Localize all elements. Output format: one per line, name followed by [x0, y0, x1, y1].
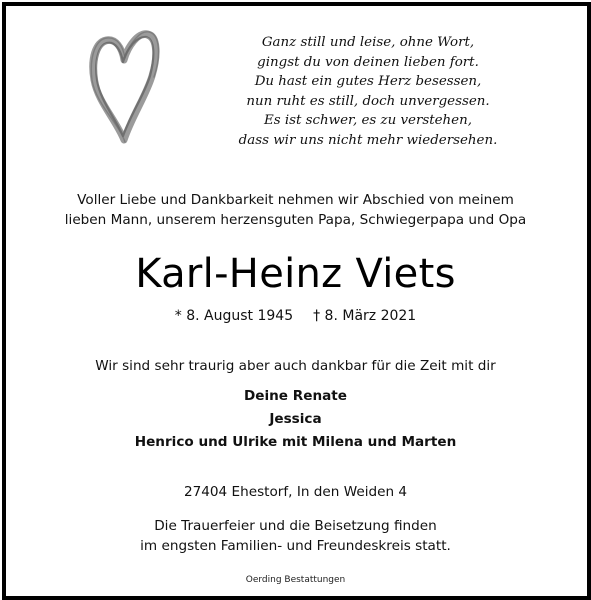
life-dates [0, 306, 591, 326]
funeral-line: Die Trauerfeier und die Beisetzung finden [154, 518, 437, 534]
family-member: Henrico und Ulrike mit Milena und Marten [134, 434, 457, 450]
undertaker: Oerding Bestattungen [245, 575, 346, 585]
intro-line: Voller Liebe und Dankbarkeit nehmen wir Abschied von meinem [77, 192, 514, 208]
poem-line: Ganz still und leise, ohne Wort, [261, 35, 475, 50]
poem-line: Es ist schwer, es zu verstehen, [263, 113, 472, 129]
poem-line: dass wir uns nicht mehr wiedersehen. [238, 132, 498, 148]
birth-date: * 8. August 1945 [174, 308, 294, 324]
deceased-name: Karl-Heinz Viets [135, 251, 456, 297]
heart-icon [88, 28, 160, 146]
poem-line: gingst du von deinen lieben fort. [257, 54, 479, 70]
intro-text [0, 190, 591, 230]
address: 27404 Ehestorf, In den Weiden 4 [183, 484, 408, 500]
death-date: † 8. März 2021 [313, 308, 417, 324]
family-list [0, 385, 591, 454]
funeral-note [0, 516, 591, 556]
family-member: Deine Renate [243, 388, 348, 404]
intro-line: lieben Mann, unserem herzensguten Papa, Schwiegerpapa und Opa [64, 212, 527, 228]
poem-line: nun ruht es still, doch unvergessen. [246, 93, 490, 109]
family-member: Jessica [269, 411, 322, 427]
funeral-line: im engsten Familien- und Freundeskreis statt. [140, 538, 451, 554]
poem [218, 33, 518, 151]
poem-line: Du hast ein gutes Herz besessen, [254, 74, 482, 90]
thanks-text: Wir sind sehr traurig aber auch dankbar für die Zeit mit dir [95, 358, 496, 374]
